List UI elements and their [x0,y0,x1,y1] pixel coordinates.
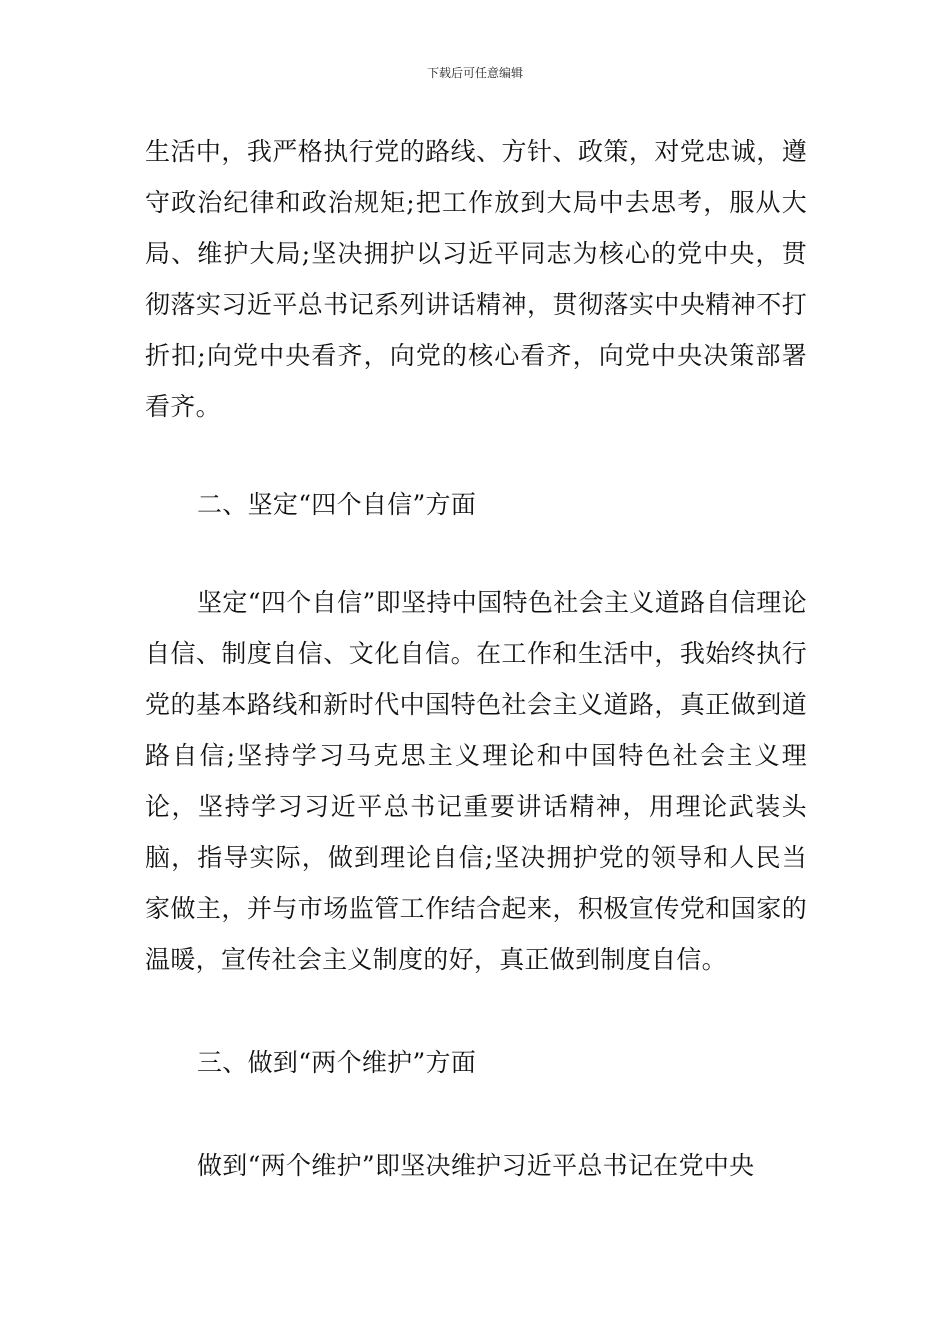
paragraph-spacer [145,985,807,1037]
body-paragraph: 坚定“四个自信”即坚持中国特色社会主义道路自信理论自信、制度自信、文化自信。在工作和生活中，我始终执行党的基本路线和新时代中国特色社会主义道路，真正做到道路自信;坚持学习马克思主义理论和中国特色社会主义理论，坚持学习习近平总书记重要讲话精神，用理论武装头脑，指导实际，做到理论自信;坚决拥护党的领导和人民当家做主，并与市场监管工作结合起来，积极宣传党和国家的温暖，宣传社会主义制度的好，真正做到制度自信。 [145,588,807,974]
body-paragraph: 生活中，我严格执行党的路线、方针、政策，对党忠诚，遵守政治纪律和政治规矩;把工作放到大局中去思考，服从大局、维护大局;坚决拥护以习近平同志为核心的党中央，贯彻落实习近平总书记系列讲话精神，贯彻落实中央精神不打折扣;向党中央看齐，向党的核心看齐，向党中央决策部署看齐。 [145,137,807,421]
paragraph-spacer [145,432,807,479]
document-body [145,126,807,1191]
body-paragraph: 做到“两个维护”即坚决维护习近平总书记在党中央 [197,1151,755,1180]
page-header: 下载后可任意编辑 [426,66,523,80]
paragraph-spacer [145,1088,807,1140]
paragraph-spacer [145,530,807,577]
section-heading: 二、坚定“四个自信”方面 [197,490,477,519]
section-heading: 三、做到“两个维护”方面 [197,1048,477,1077]
